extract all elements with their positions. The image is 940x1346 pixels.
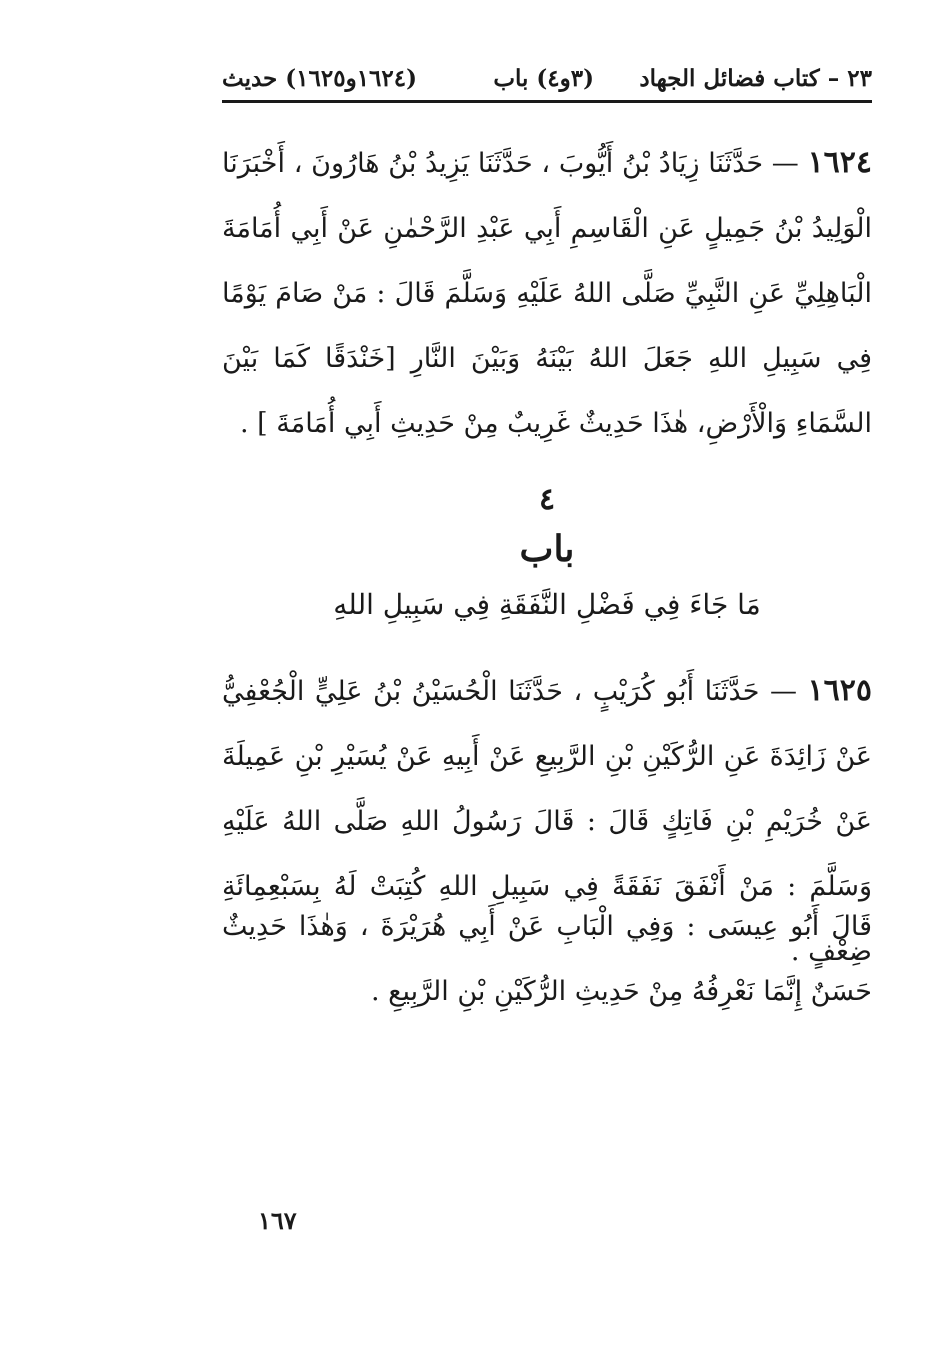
section-number: ٤ [538, 482, 556, 517]
header-bab-number: (٣و٤) باب [493, 65, 594, 92]
commentary-paragraph: قَالَ أَبُو عِيسَى : وَفِي الْبَابِ عَنْ أَبِي هُرَيْرَةَ ، وَهٰذَا حَدِيثٌ حَسَنٌ إِنَّمَا نَعْرِفُهُ مِنْ حَدِيثِ الرُّكَيْنِ بْنِ الرَّبِيعِ . [222, 911, 872, 1007]
hadith-number: ١٦٢٥ [807, 673, 872, 708]
hadith-text: — حَدَّثَنَا زِيَادُ بْنُ أَيُّوبَ ، حَدَّثَنَا يَزِيدُ بْنُ هَارُونَ ، أَخْبَرَنَا الْوَلِيدُ بْنُ جَمِيلٍ عَنِ الْقَاسِمِ أَبِي عَبْدِ الرَّحْمٰنِ عَنْ أَبِي أُمَامَةَ الْبَاهِلِيِّ عَنِ النَّبِيِّ صَلَّى اللهُ عَلَيْهِ وَسَلَّمَ قَالَ : مَنْ صَامَ يَوْمًا فِي سَبِيلِ اللهِ جَعَلَ اللهُ بَيْنَهُ وَبَيْنَ النَّارِ [خَنْدَقًا كَمَا بَيْنَ السَّمَاءِ وَالْأَرْضِ، هٰذَا حَدِيثٌ غَرِيبٌ مِنْ حَدِيثِ أَبِي أُمَامَةَ ] . [222, 148, 872, 439]
header-hadith-range: (١٦٢٤و١٦٢٥) حديث [222, 65, 418, 92]
header-chapter-title: ٢٣ – كتاب فضائل الجهاد [639, 65, 872, 92]
hadith-1624 [222, 130, 872, 456]
section-title: مَا جَاءَ فِي فَضْلِ النَّفَقَةِ فِي سَبِيلِ اللهِ [333, 588, 761, 621]
hadith-text: — حَدَّثَنَا أَبُو كُرَيْبٍ ، حَدَّثَنَا الْحُسَيْنُ بْنُ عَلِيٍّ الْجُعْفِيُّ عَنْ زَائِدَةَ عَنِ الرُّكَيْنِ بْنِ الرَّبِيعِ عَنْ أَبِيهِ عَنْ يُسَيْرِ بْنِ عَمِيلَةَ عَنْ خُرَيْمِ بْنِ فَاتِكٍ قَالَ : قَالَ رَسُولُ اللهِ صَلَّى اللهُ عَلَيْهِ وَسَلَّمَ : مَنْ أَنْفَقَ نَفَقَةً فِي سَبِيلِ اللهِ كُتِبَتْ لَهُ بِسَبْعِمِائَةِ ضِعْفٍ . [222, 676, 872, 967]
section-heading: باب [519, 528, 575, 570]
running-header [222, 60, 872, 94]
header-divider [222, 100, 872, 103]
page-number: ١٦٧ [258, 1206, 297, 1235]
hadith-number: ١٦٢٤ [807, 145, 873, 180]
